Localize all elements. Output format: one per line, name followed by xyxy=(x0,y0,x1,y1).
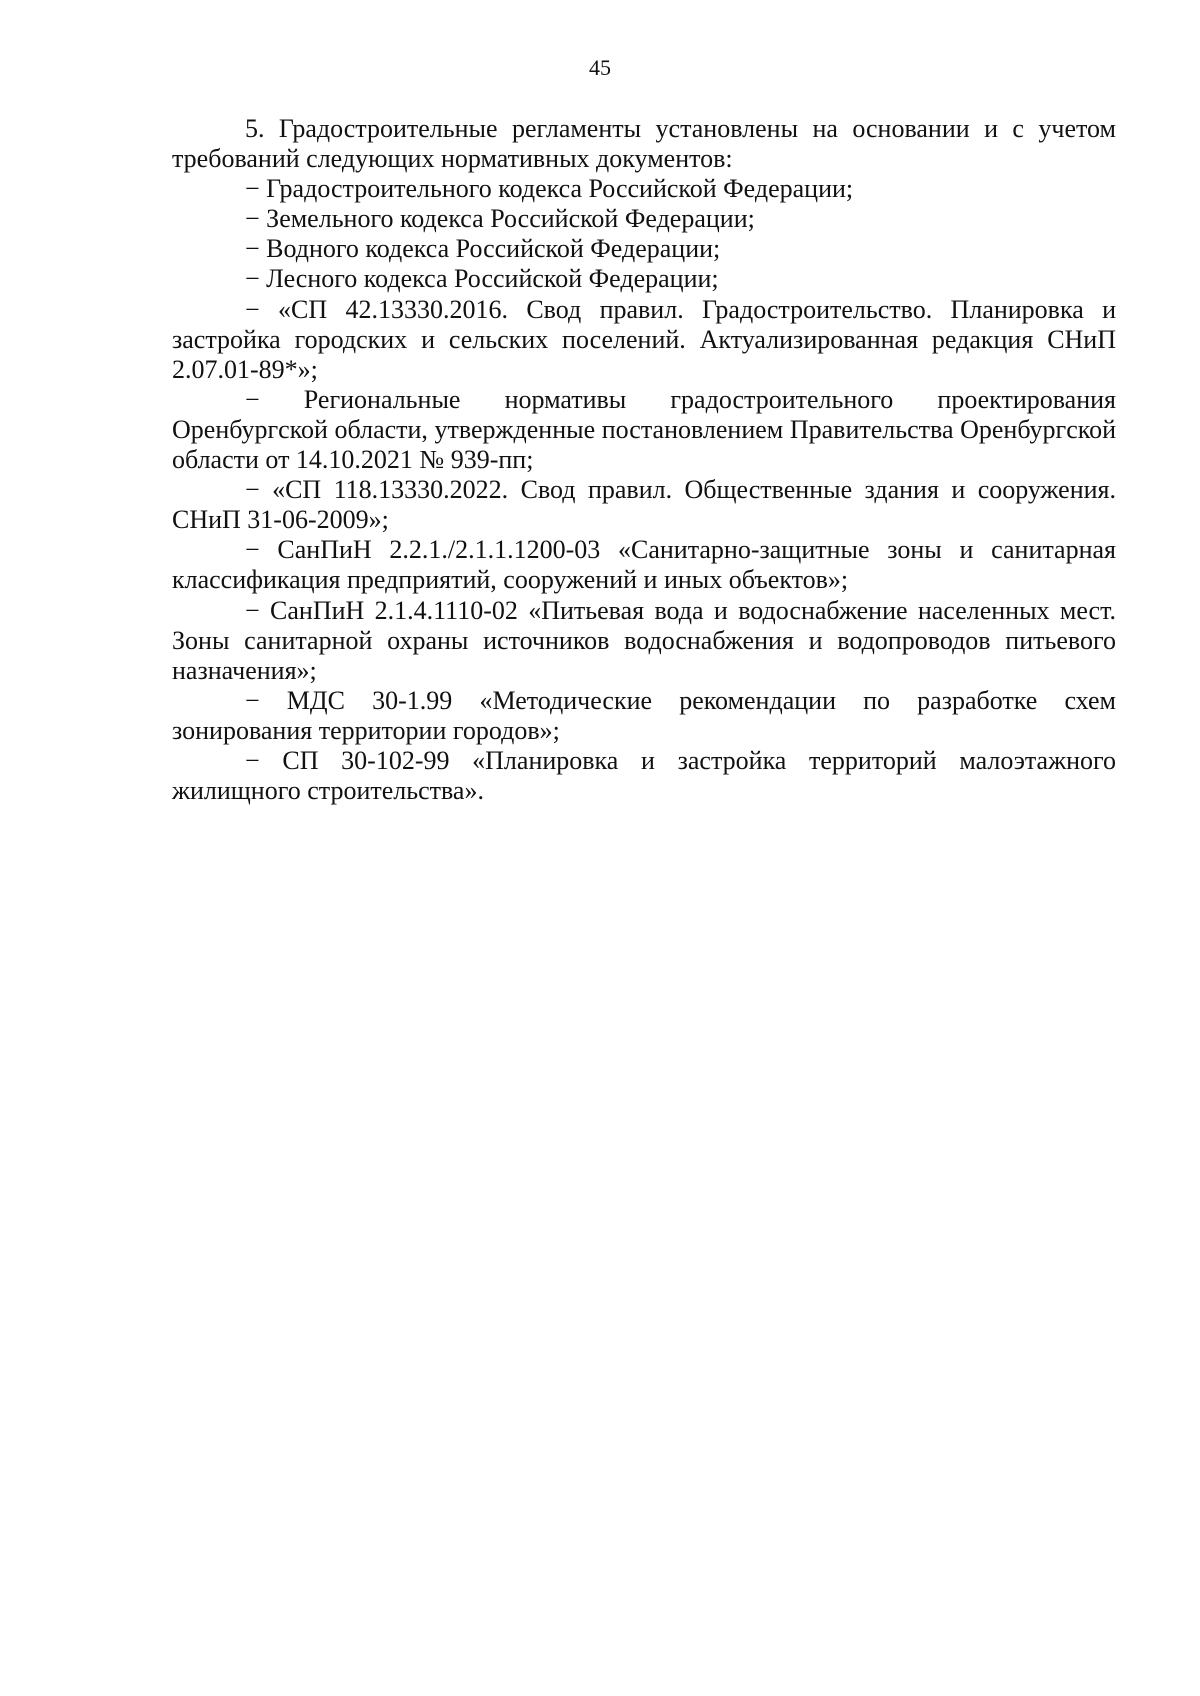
list-item-forest-code: − Лесного кодекса Российской Федерации; xyxy=(245,264,719,294)
list-item-sp-118: − «СП 118.13330.2022. Свод правил. Общественные здания и сооружения. СНиП 31-06-2009»; xyxy=(172,475,1116,535)
list-item-land-code: − Земельного кодекса Российской Федерации; xyxy=(245,204,755,234)
paragraph-intro: 5. Градостроительные регламенты установлены на основании и с учетом требований следующих нормативных документов: xyxy=(172,114,1116,174)
list-item-sp-30-102: − СП 30-102-99 «Планировка и застройка территорий малоэтажного жилищного строительства». xyxy=(172,745,1116,806)
list-item-water-code: − Водного кодекса Российской Федерации; xyxy=(245,234,721,264)
list-item-urban-planning-code: − Градостроительного кодекса Российской Федерации; xyxy=(245,174,854,204)
list-item-mds-30: − МДС 30-1.99 «Методические рекомендации по разработке схем зонирования территории городов»; xyxy=(172,685,1116,745)
page-number: 45 xyxy=(589,55,611,80)
list-item-sanpin-2-1-4: − СанПиН 2.1.4.1110-02 «Питьевая вода и водоснабжение населенных мест. Зоны санитарной охраны источников водоснабжения и водопроводов питьевого назначения»; xyxy=(172,595,1116,685)
list-item-sp-42: − «СП 42.13330.2016. Свод правил. Градостроительство. Планировка и застройка городских и сельских поселений. Актуализированная редакция СНиП 2.07.01-89*»; xyxy=(172,294,1116,384)
list-item-regional-norms: − Региональные нормативы градостроительного проектирования Оренбургской области, утвержденные постановлением Правительства Оренбургской области от 14.10.2021 № 939-пп; xyxy=(172,384,1116,475)
list-item-sanpin-2-2-1: − СанПиН 2.2.1./2.1.1.1200-03 «Санитарно-защитные зоны и санитарная классификация предприятий, сооружений и иных объектов»; xyxy=(172,535,1116,595)
document-body xyxy=(172,114,1116,806)
